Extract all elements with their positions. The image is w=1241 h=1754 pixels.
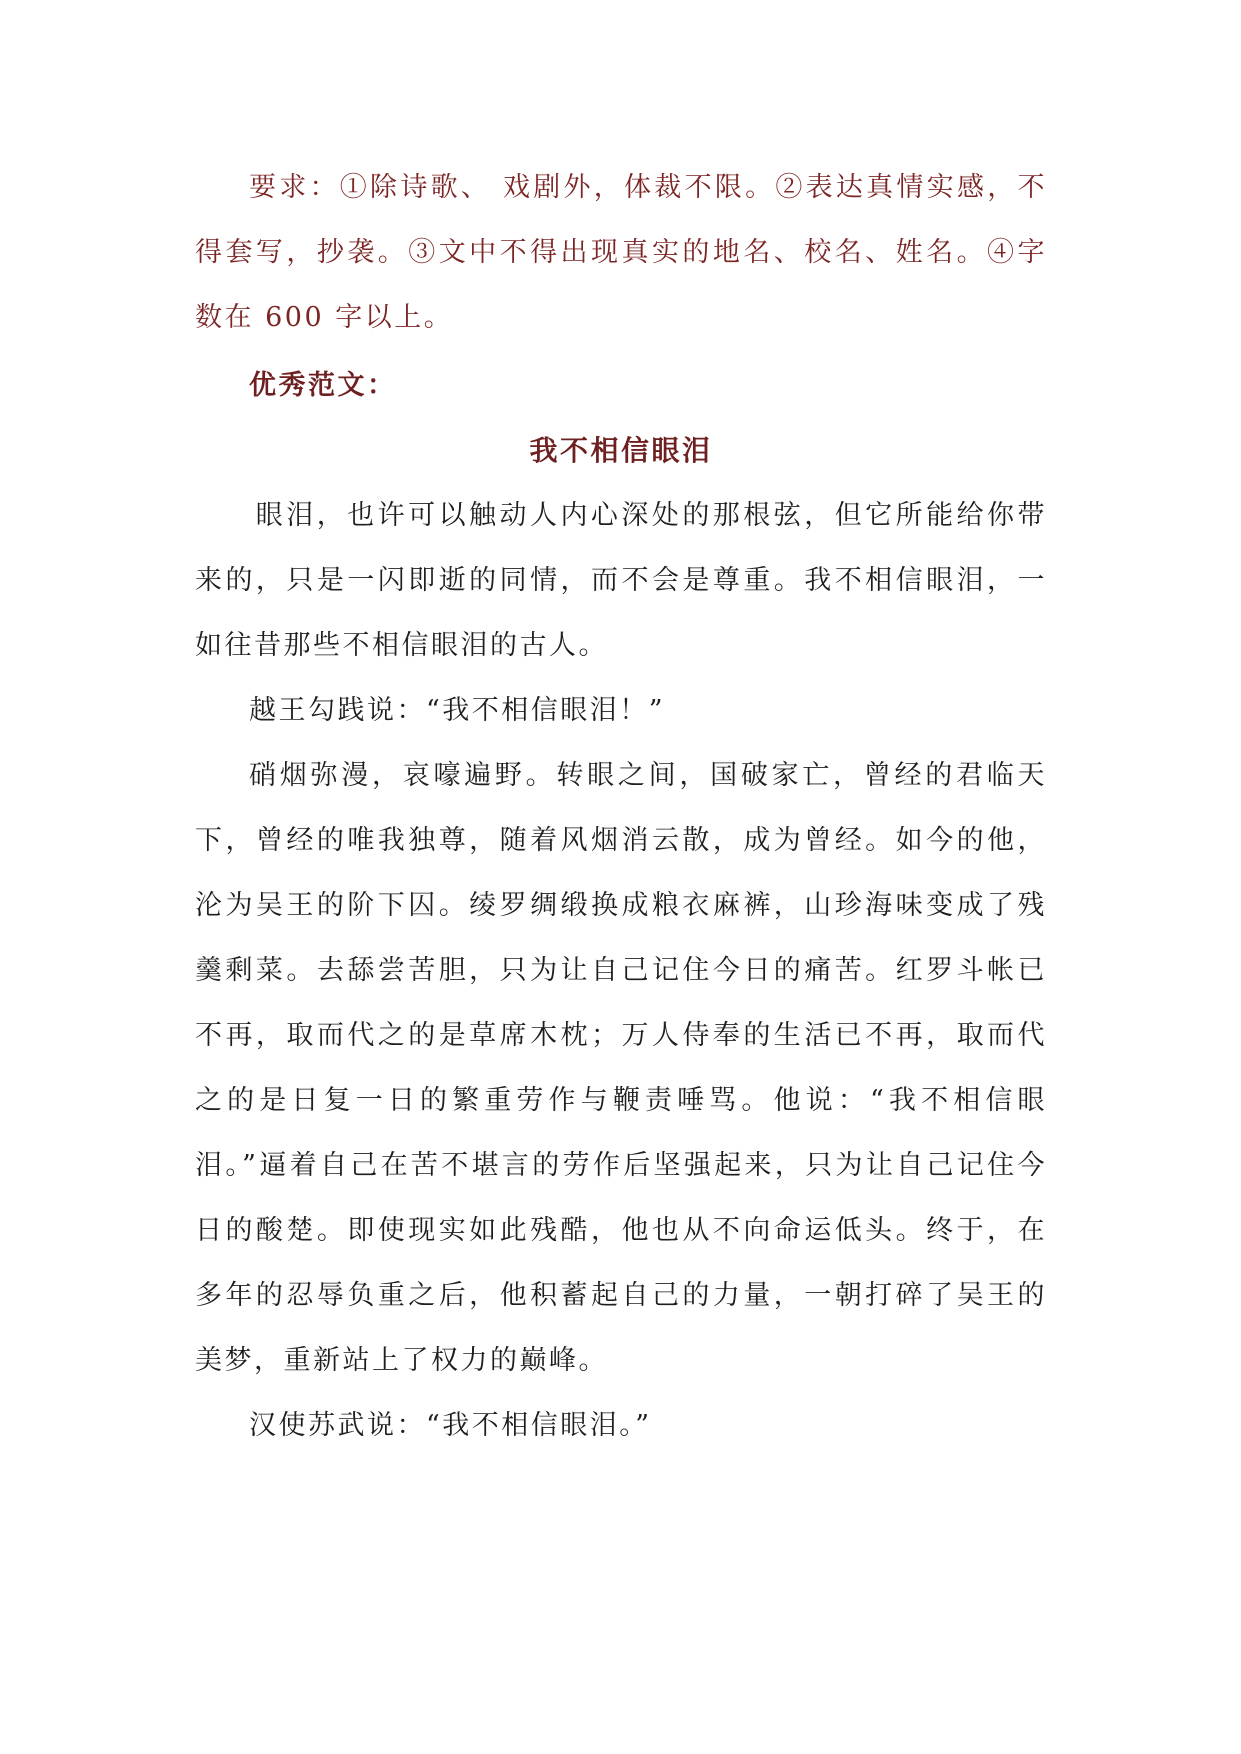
body-paragraph-2: 越王勾践说：“我不相信眼泪！” (249, 695, 666, 726)
requirement-paragraph: 要求：①除诗歌、 戏剧外，体裁不限。②表达真情实感，不得套写，抄袭。③文中不得出现真实的地名、校名、姓名。④字数在 600 字以上。 (195, 172, 1047, 333)
body-paragraph-4: 汉使苏武说：“我不相信眼泪。” (249, 1410, 652, 1441)
body-paragraph-1: 眼泪，也许可以触动人内心深处的那根弦，但它所能给你带来的，只是一闪即逝的同情，而不会是尊重。我不相信眼泪，一如往昔那些不相信眼泪的古人。 (195, 500, 1047, 661)
essay-title: 我不相信眼泪 (529, 434, 713, 467)
section-label: 优秀范文： (249, 370, 397, 401)
document-content (195, 155, 1047, 1458)
body-paragraph-3: 硝烟弥漫，哀嚎遍野。转眼之间，国破家亡，曾经的君临天下，曾经的唯我独尊，随着风烟消云散，成为曾经。如今的他，沦为吴王的阶下囚。绫罗绸缎换成粮衣麻裤，山珍海味变成了残羹剩菜。去舔尝苦胆，只为让自己记住今日的痛苦。红罗斗帐已不再，取而代之的是草席木枕；万人侍奉的生活已不再，取而代之的是日复一日的繁重劳作与鞭责唾骂。他说：“我不相信眼泪。”逼着自己在苦不堪言的劳作后坚强起来，只为让自己记住今日的酸楚。即使现实如此残酷，他也从不向命运低头。终于，在多年的忍辱负重之后，他积蓄起自己的力量，一朝打碎了吴王的美梦，重新站上了权力的巅峰。 (195, 760, 1047, 1376)
